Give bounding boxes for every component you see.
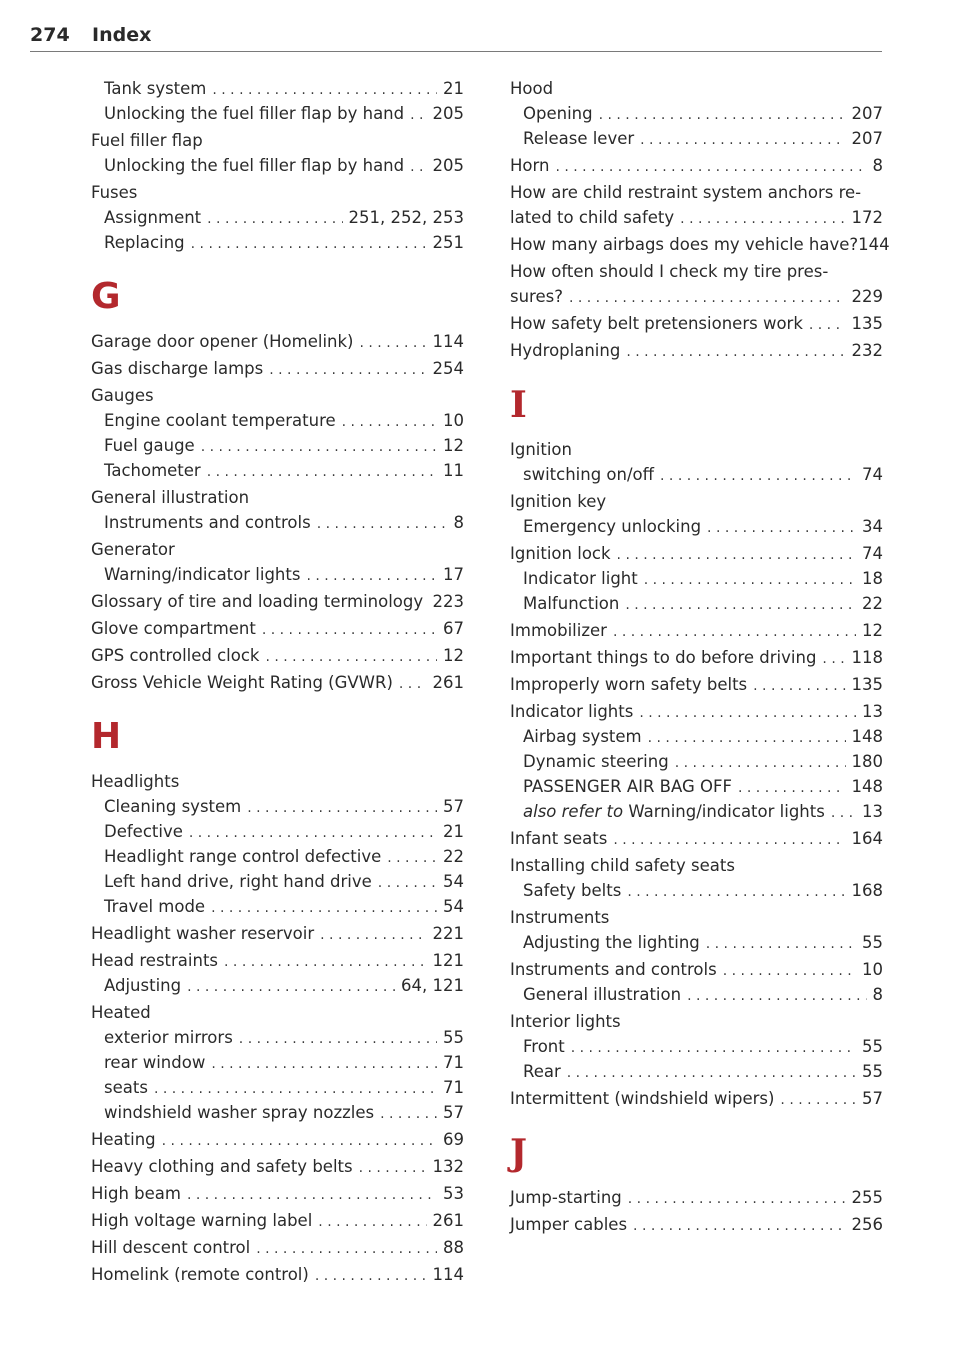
index-subentry-crossref: also refer to Warning/indicator lights . . . 13 <box>510 799 883 824</box>
index-subentry: Safety belts . . . 168 <box>510 878 883 903</box>
index-entry: Headlight washer reservoir . . . 221 <box>91 921 464 946</box>
index-entry: Gauges <box>91 386 154 405</box>
index-entry: Fuel filler flap <box>91 131 203 150</box>
index-subentry: Emergency unlocking . . . 34 <box>510 514 883 539</box>
index-entry: Important things to do before driving . . . 118 <box>510 645 883 670</box>
index-entry: Instruments and controls . . . 10 <box>510 957 883 982</box>
index-subentry: Warning/indicator lights . . . 17 <box>91 562 464 587</box>
index-column-right <box>510 76 890 1237</box>
page-number: 274 <box>30 24 70 46</box>
index-entry: Heavy clothing and safety belts . . . 132 <box>91 1154 464 1179</box>
index-subentry: Defective . . . 21 <box>91 819 464 844</box>
index-entry: GPS controlled clock . . . 12 <box>91 643 464 668</box>
index-subentry: PASSENGER AIR BAG OFF . . . 148 <box>510 774 883 799</box>
index-subentry: Replacing . . . 251 <box>91 230 464 255</box>
section-letter-g: G <box>91 276 121 317</box>
index-subentry: Tank system . . . 21 <box>91 76 464 101</box>
index-entry: General illustration <box>91 488 250 507</box>
index-subentry: Adjusting the lighting . . . 55 <box>510 930 883 955</box>
index-subentry: rear window . . . 71 <box>91 1050 464 1075</box>
section-letter-i: I <box>510 384 527 426</box>
index-entry: Garage door opener (Homelink) . . . 114 <box>91 329 464 354</box>
section-letter-h: H <box>91 716 122 757</box>
index-entry: Heated <box>91 1003 151 1022</box>
index-entry: Hood <box>510 79 554 98</box>
index-subentry: Fuel gauge . . . 12 <box>91 433 464 458</box>
index-subentry: Opening . . . 207 <box>510 101 883 126</box>
index-subentry: Cleaning system . . . 57 <box>91 794 464 819</box>
index-entry: Ignition key <box>510 492 607 511</box>
index-entry: Ignition lock . . . 74 <box>510 541 883 566</box>
page-header <box>30 22 882 52</box>
index-entry: Generator <box>91 540 175 559</box>
index-subentry: Travel mode . . . 54 <box>91 894 464 919</box>
index-entry: Headlights <box>91 772 180 791</box>
index-entry: Improperly worn safety belts . . . 135 <box>510 672 883 697</box>
index-entry: Jumper cables . . . 256 <box>510 1212 883 1237</box>
index-subentry: Headlight range control defective . . . 22 <box>91 844 464 869</box>
index-entry: Head restraints . . . 121 <box>91 948 464 973</box>
index-entry: How safety belt pretensioners work . . . 135 <box>510 311 883 336</box>
index-entry: Interior lights <box>510 1012 621 1031</box>
index-entry: Infant seats . . . 164 <box>510 826 883 851</box>
index-subentry: Dynamic steering . . . 180 <box>510 749 883 774</box>
page-title: Index <box>92 24 152 46</box>
section-letter-j: J <box>510 1132 528 1174</box>
index-subentry: Adjusting . . . 64, 121 <box>91 973 464 998</box>
index-entry: Intermittent (windshield wipers) . . . 57 <box>510 1086 883 1111</box>
index-entry: Hydroplaning . . . 232 <box>510 338 883 363</box>
index-subentry: Assignment . . . 251, 252, 253 <box>91 205 464 230</box>
index-subentry: windshield washer spray nozzles . . . 57 <box>91 1100 464 1125</box>
index-subentry: Release lever . . . 207 <box>510 126 883 151</box>
index-entry: How often should I check my tire pres- <box>510 262 829 281</box>
index-entry: Gross Vehicle Weight Rating (GVWR) . . . 261 <box>91 670 464 695</box>
index-entry: Indicator lights . . . 13 <box>510 699 883 724</box>
index-subentry: seats . . . 71 <box>91 1075 464 1100</box>
index-subentry: Unlocking the fuel filler flap by hand . . . 205 <box>91 101 464 126</box>
index-subentry: Front . . . 55 <box>510 1034 883 1059</box>
index-entry: Ignition <box>510 440 572 459</box>
index-subentry: General illustration . . . 8 <box>510 982 883 1007</box>
index-entry: Installing child safety seats <box>510 856 735 875</box>
index-entry: High beam . . . 53 <box>91 1181 464 1206</box>
index-entry: Jump-starting . . . 255 <box>510 1185 883 1210</box>
index-entry: Fuses <box>91 183 138 202</box>
index-subentry: exterior mirrors . . . 55 <box>91 1025 464 1050</box>
index-subentry: Malfunction . . . 22 <box>510 591 883 616</box>
index-entry: How are child restraint system anchors re- <box>510 183 862 202</box>
index-entry: Gas discharge lamps . . . 254 <box>91 356 464 381</box>
index-entry: Horn . . . 8 <box>510 153 883 178</box>
index-subentry: Instruments and controls . . . 8 <box>91 510 464 535</box>
index-subentry: Indicator light . . . 18 <box>510 566 883 591</box>
index-entry: How many airbags does my vehicle have? 144 <box>510 235 890 254</box>
index-subentry: Left hand drive, right hand drive . . . 54 <box>91 869 464 894</box>
index-entry: High voltage warning label . . . 261 <box>91 1208 464 1233</box>
index-entry-continued: lated to child safety . . . 172 <box>510 205 883 230</box>
index-entry: Instruments <box>510 908 610 927</box>
index-entry: Homelink (remote control) . . . 114 <box>91 1262 464 1287</box>
index-subentry: Airbag system . . . 148 <box>510 724 883 749</box>
index-entry: Glove compartment . . . 67 <box>91 616 464 641</box>
index-entry-continued: sures? . . . 229 <box>510 284 883 309</box>
index-column-left <box>91 76 464 1287</box>
index-subentry: Unlocking the fuel filler flap by hand . . . 205 <box>91 153 464 178</box>
index-subentry: Engine coolant temperature . . . 10 <box>91 408 464 433</box>
index-entry: Glossary of tire and loading terminology 223 <box>91 592 464 611</box>
index-subentry: Rear . . . 55 <box>510 1059 883 1084</box>
index-subentry: switching on/off . . . 74 <box>510 462 883 487</box>
index-entry: Hill descent control . . . 88 <box>91 1235 464 1260</box>
header-rule <box>30 51 882 52</box>
index-entry: Heating . . . 69 <box>91 1127 464 1152</box>
index-subentry: Tachometer . . . 11 <box>91 458 464 483</box>
index-entry: Immobilizer . . . 12 <box>510 618 883 643</box>
